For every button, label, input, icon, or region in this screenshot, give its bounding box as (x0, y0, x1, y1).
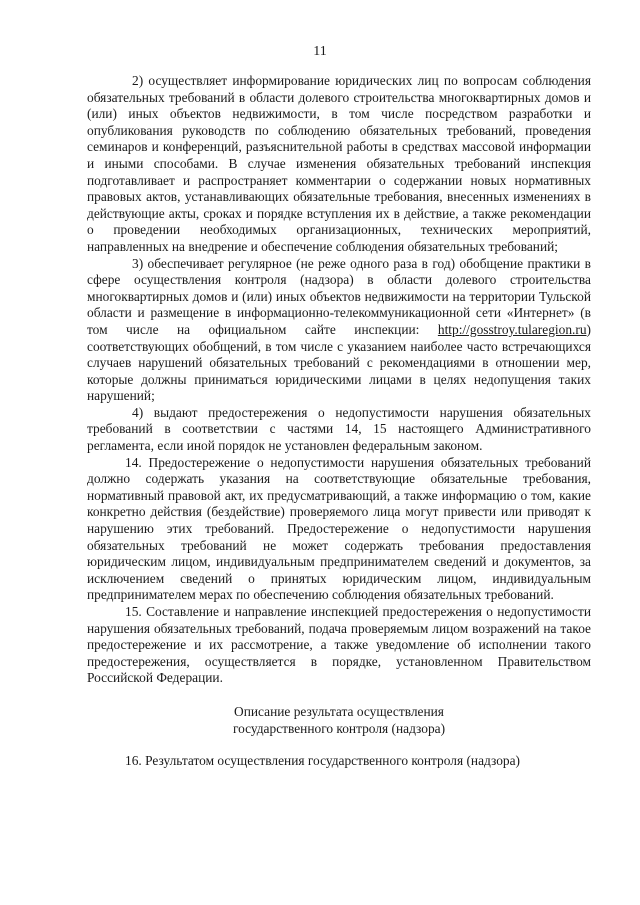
section-heading (87, 703, 591, 737)
paragraph-item-3-text-start: 3) обеспечивает регулярное (не реже одного раза в год) обобщение практики в сфере осуществления контроля (надзора) в области долевого строительства многоквартирных домов и (или) иных объектов недвижимости на территории Тульской области и размещение в информационно-телекоммуникационной сети «Интернет» (в том числе на официальном сайте инспекции: (87, 255, 591, 337)
page-number: 11 (313, 44, 327, 59)
paragraph-item-2: 2) осуществляет информирование юридических лиц по вопросам соблюдения обязательных требований в области долевого строительства многоквартирных домов и (или) иных объектов недвижимости, в том числе посредством разработки и опубликования руководств по соблюдению обязательных требований, проведения семинаров и конференций, разъяснительной работы в средствах массовой информации и иными способами. В случае изменения обязательных требований инспекция подготавливает и распространяет комментарии о содержании новых нормативных правовых актов, устанавливающих обязательные требования, внесенных изменениях в действующие акты, сроках и порядке вступления их в действие, а также рекомендации о проведении необходимых организационных, технических мероприятий, направленных на внедрение и обеспечение соблюдения обязательных требований; (87, 73, 591, 254)
paragraph-clause-15: 15. Составление и направление инспекцией предостережения о недопустимости нарушения обязательных требований, подача проверяемым лицом возражений на такое предостережение и их рассмотрение, а также уведомление об исполнении такого предостережения, осуществляется в порядке, установленном Правительством Российской Федерации. (87, 604, 591, 686)
paragraph-clause-14: 14. Предостережение о недопустимости нарушения обязательных требований должно содержать указания на соответствующие обязательные требования, нормативный правовой акт, их предусматривающий, а также информацию о том, какие конкретно действия (бездействие) проверяемого лица могут привести или приводят к нарушению этих требований. Предостережение о недопустимости нарушения обязательных требований не может содержать требования предоставления юридическим лицом, индивидуальным предпринимателем сведений и документов, за исключением сведений о принятых юридическим лицом, индивидуальным предпринимателем мерах по обеспечению соблюдения обязательных требований. (87, 454, 591, 603)
document-body (87, 73, 591, 770)
website-link[interactable]: http://gosstroy.tularegion.ru (437, 321, 587, 337)
paragraph-item-4: 4) выдают предостережения о недопустимости нарушения обязательных требований в соответствии с частями 14, 15 настоящего Административного регламента, если иной порядок не установлен федеральным законом. (87, 404, 591, 454)
section-heading-line-2: государственного контроля (надзора) (232, 720, 446, 736)
paragraph-item-3-text-end: ) соответствующих обобщений, в том числе с указанием наиболее часто встречающихся случаев нарушений обязательных требований с рекомендациями в отношении мер, которые должны приниматься юридическими лицами в целях недопущения таких нарушений; (87, 321, 591, 404)
section-heading-line-1: Описание результата осуществления (234, 703, 444, 719)
paragraph-clause-16: 16. Результатом осуществления государственного контроля (надзора) (125, 752, 521, 768)
paragraph-item-3 (87, 256, 591, 405)
